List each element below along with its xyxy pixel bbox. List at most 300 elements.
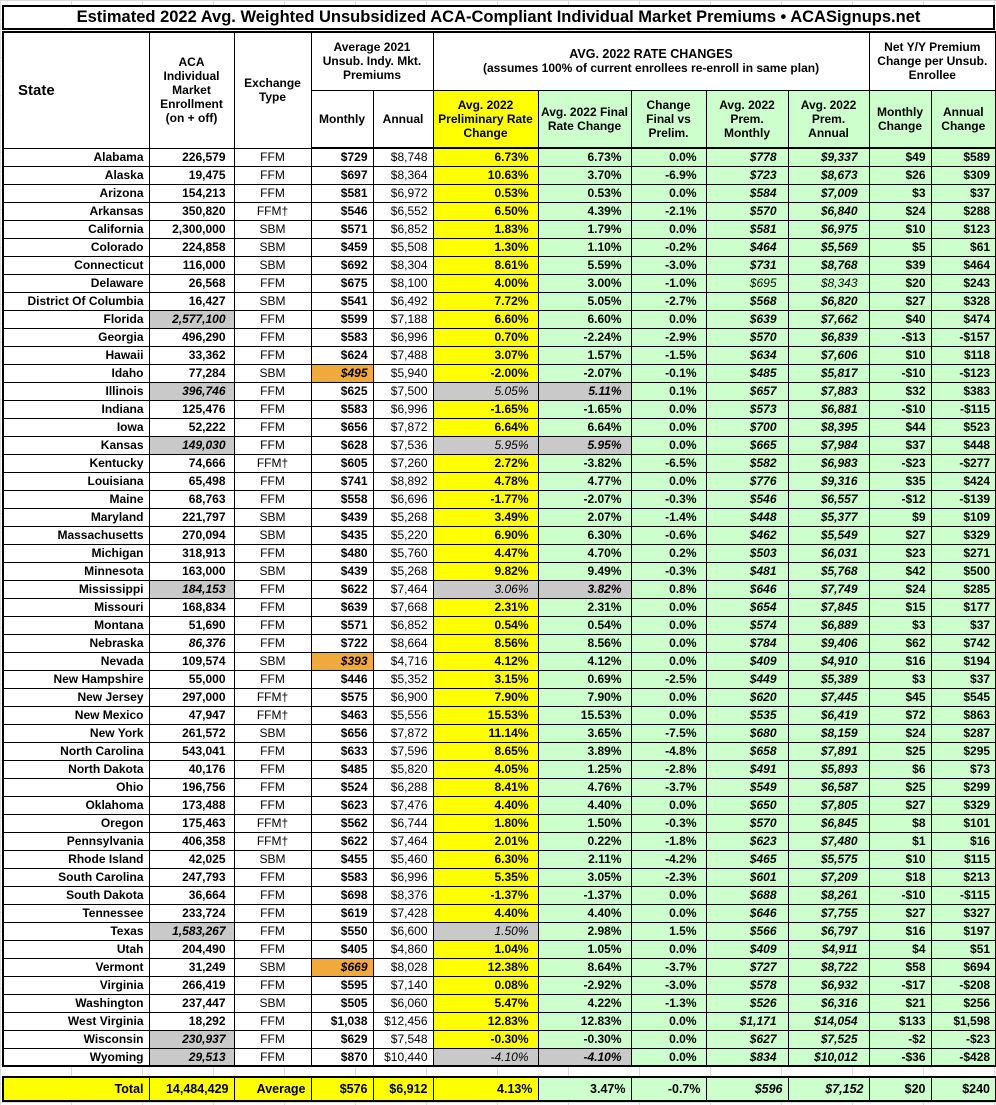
cell-enrollment[interactable]: 406,358 (149, 832, 234, 850)
cell-final[interactable]: 2.07% (538, 508, 631, 526)
cell-state[interactable]: Oklahoma (3, 796, 149, 814)
cell-prem_a[interactable]: $9,406 (788, 634, 869, 652)
cell-prem_m[interactable]: $546 (706, 490, 788, 508)
cell-state[interactable]: Missouri (3, 598, 149, 616)
cell-exchange[interactable]: SBM (234, 508, 311, 526)
cell-prem_m[interactable]: $449 (706, 670, 788, 688)
cell-chg_m[interactable]: -$17 (869, 976, 931, 994)
cell-exchange[interactable]: FFM (234, 1030, 311, 1048)
cell-exchange[interactable]: FFM (234, 382, 311, 400)
cell-prem_a[interactable]: $6,419 (788, 706, 869, 724)
cell-final[interactable]: -4.10% (538, 1048, 631, 1066)
cell-chg_m[interactable]: $24 (869, 580, 931, 598)
cell-a2021[interactable]: $7,596 (373, 742, 433, 760)
cell-a2021[interactable]: $6,852 (373, 616, 433, 634)
cell-prelim[interactable]: -1.65% (433, 400, 538, 418)
cell-chg_m[interactable]: $58 (869, 958, 931, 976)
cell-enrollment[interactable]: 26,568 (149, 274, 234, 292)
cell-prem_m[interactable]: $464 (706, 238, 788, 256)
cell-chg_a[interactable]: -$208 (931, 976, 996, 994)
cell-chg_m[interactable]: $6 (869, 760, 931, 778)
cell-enrollment[interactable]: 318,913 (149, 544, 234, 562)
total-average-label[interactable]: Average (234, 1077, 311, 1101)
cell-chg_m[interactable]: $40 (869, 310, 931, 328)
cell-prelim[interactable]: 6.50% (433, 202, 538, 220)
cell-exchange[interactable]: FFM (234, 490, 311, 508)
cell-m2021[interactable]: $599 (311, 310, 373, 328)
cell-exchange[interactable]: FFM (234, 904, 311, 922)
cell-m2021[interactable]: $870 (311, 1048, 373, 1066)
cell-chg_a[interactable]: $424 (931, 472, 996, 490)
cell-prelim[interactable]: -0.30% (433, 1030, 538, 1048)
cell-prem_m[interactable]: $503 (706, 544, 788, 562)
cell-enrollment[interactable]: 221,797 (149, 508, 234, 526)
cell-prem_a[interactable]: $7,009 (788, 184, 869, 202)
cell-prem_a[interactable]: $8,395 (788, 418, 869, 436)
cell-a2021[interactable]: $7,188 (373, 310, 433, 328)
cell-prem_m[interactable]: $723 (706, 166, 788, 184)
cell-prem_a[interactable]: $6,983 (788, 454, 869, 472)
cell-chg_a[interactable]: $109 (931, 508, 996, 526)
cell-chg_a[interactable]: -$23 (931, 1030, 996, 1048)
cell-state[interactable]: Ohio (3, 778, 149, 796)
cell-final[interactable]: -0.30% (538, 1030, 631, 1048)
cell-state[interactable]: South Dakota (3, 886, 149, 904)
cell-chg_m[interactable]: $16 (869, 922, 931, 940)
cell-prem_m[interactable]: $485 (706, 364, 788, 382)
cell-state[interactable]: Hawaii (3, 346, 149, 364)
cell-change[interactable]: 0.0% (631, 184, 706, 202)
cell-change[interactable]: -0.3% (631, 814, 706, 832)
cell-final[interactable]: 3.70% (538, 166, 631, 184)
cell-change[interactable]: 0.0% (631, 688, 706, 706)
cell-prem_a[interactable]: $7,445 (788, 688, 869, 706)
cell-prem_m[interactable]: $574 (706, 616, 788, 634)
cell-chg_m[interactable]: -$10 (869, 886, 931, 904)
cell-chg_m[interactable]: $4 (869, 940, 931, 958)
cell-enrollment[interactable]: 1,583,267 (149, 922, 234, 940)
cell-state[interactable]: Utah (3, 940, 149, 958)
cell-exchange[interactable]: FFM (234, 1048, 311, 1066)
cell-chg_a[interactable]: $329 (931, 796, 996, 814)
cell-state[interactable]: New Mexico (3, 706, 149, 724)
cell-chg_m[interactable]: -$10 (869, 400, 931, 418)
cell-chg_a[interactable]: $742 (931, 634, 996, 652)
cell-change[interactable]: -1.5% (631, 346, 706, 364)
cell-state[interactable]: New York (3, 724, 149, 742)
cell-prem_a[interactable]: $8,673 (788, 166, 869, 184)
cell-prem_m[interactable]: $731 (706, 256, 788, 274)
cell-enrollment[interactable]: 168,834 (149, 598, 234, 616)
cell-state[interactable]: North Dakota (3, 760, 149, 778)
total-monthly-change[interactable]: $20 (869, 1077, 931, 1101)
cell-exchange[interactable]: FFM (234, 598, 311, 616)
cell-change[interactable]: 0.0% (631, 1048, 706, 1066)
cell-final[interactable]: 6.64% (538, 418, 631, 436)
cell-chg_m[interactable]: $37 (869, 436, 931, 454)
cell-prem_a[interactable]: $6,932 (788, 976, 869, 994)
cell-enrollment[interactable]: 496,290 (149, 328, 234, 346)
cell-chg_m[interactable]: $20 (869, 274, 931, 292)
total-annual-change[interactable]: $240 (931, 1077, 996, 1101)
cell-prelim[interactable]: 2.72% (433, 454, 538, 472)
cell-prelim[interactable]: -1.77% (433, 490, 538, 508)
cell-state[interactable]: Minnesota (3, 562, 149, 580)
cell-change[interactable]: 0.0% (631, 1012, 706, 1030)
cell-a2021[interactable]: $7,260 (373, 454, 433, 472)
cell-change[interactable]: 0.0% (631, 400, 706, 418)
cell-change[interactable]: -1.4% (631, 508, 706, 526)
cell-prem_m[interactable]: $535 (706, 706, 788, 724)
cell-prem_a[interactable]: $6,587 (788, 778, 869, 796)
cell-final[interactable]: 4.22% (538, 994, 631, 1012)
cell-exchange[interactable]: FFM (234, 580, 311, 598)
cell-enrollment[interactable]: 233,724 (149, 904, 234, 922)
cell-change[interactable]: -0.6% (631, 526, 706, 544)
cell-enrollment[interactable]: 154,213 (149, 184, 234, 202)
cell-enrollment[interactable]: 2,577,100 (149, 310, 234, 328)
cell-chg_m[interactable]: $10 (869, 850, 931, 868)
cell-prelim[interactable]: 9.82% (433, 562, 538, 580)
cell-final[interactable]: 5.05% (538, 292, 631, 310)
cell-a2021[interactable]: $7,488 (373, 346, 433, 364)
cell-enrollment[interactable]: 184,153 (149, 580, 234, 598)
cell-prem_a[interactable]: $7,984 (788, 436, 869, 454)
cell-prem_m[interactable]: $784 (706, 634, 788, 652)
cell-prem_m[interactable]: $584 (706, 184, 788, 202)
cell-state[interactable]: Arizona (3, 184, 149, 202)
cell-chg_a[interactable]: $73 (931, 760, 996, 778)
cell-chg_m[interactable]: $27 (869, 292, 931, 310)
cell-a2021[interactable]: $8,748 (373, 148, 433, 166)
cell-change[interactable]: 0.0% (631, 904, 706, 922)
cell-prem_m[interactable]: $409 (706, 652, 788, 670)
cell-a2021[interactable]: $7,500 (373, 382, 433, 400)
cell-prem_a[interactable]: $6,031 (788, 544, 869, 562)
cell-prelim[interactable]: 3.49% (433, 508, 538, 526)
cell-enrollment[interactable]: 196,756 (149, 778, 234, 796)
cell-prem_m[interactable]: $601 (706, 868, 788, 886)
cell-chg_m[interactable]: $3 (869, 670, 931, 688)
cell-final[interactable]: 12.83% (538, 1012, 631, 1030)
cell-prelim[interactable]: 1.04% (433, 940, 538, 958)
cell-final[interactable]: -1.65% (538, 400, 631, 418)
cell-exchange[interactable]: FFM (234, 148, 311, 166)
cell-prem_m[interactable]: $570 (706, 328, 788, 346)
cell-final[interactable]: 1.50% (538, 814, 631, 832)
cell-exchange[interactable]: FFM (234, 976, 311, 994)
cell-chg_m[interactable]: $39 (869, 256, 931, 274)
cell-prem_a[interactable]: $5,768 (788, 562, 869, 580)
cell-state[interactable]: Wisconsin (3, 1030, 149, 1048)
cell-m2021[interactable]: $675 (311, 274, 373, 292)
cell-final[interactable]: 4.40% (538, 904, 631, 922)
cell-prem_a[interactable]: $6,881 (788, 400, 869, 418)
cell-state[interactable]: California (3, 220, 149, 238)
cell-enrollment[interactable]: 350,820 (149, 202, 234, 220)
cell-change[interactable]: 0.0% (631, 436, 706, 454)
cell-final[interactable]: -2.07% (538, 364, 631, 382)
cell-enrollment[interactable]: 116,000 (149, 256, 234, 274)
cell-prem_m[interactable]: $566 (706, 922, 788, 940)
cell-prelim[interactable]: 5.05% (433, 382, 538, 400)
cell-state[interactable]: Georgia (3, 328, 149, 346)
total-preliminary-rate-change[interactable]: 4.13% (433, 1077, 538, 1101)
cell-state[interactable]: Washington (3, 994, 149, 1012)
cell-state[interactable]: Virginia (3, 976, 149, 994)
cell-m2021[interactable]: $455 (311, 850, 373, 868)
cell-prelim[interactable]: 7.90% (433, 688, 538, 706)
cell-prem_a[interactable]: $7,891 (788, 742, 869, 760)
cell-prem_a[interactable]: $8,768 (788, 256, 869, 274)
cell-prem_a[interactable]: $6,845 (788, 814, 869, 832)
cell-prelim[interactable]: 5.35% (433, 868, 538, 886)
cell-prem_m[interactable]: $646 (706, 580, 788, 598)
cell-chg_m[interactable]: $21 (869, 994, 931, 1012)
cell-enrollment[interactable]: 247,793 (149, 868, 234, 886)
cell-state[interactable]: Maine (3, 490, 149, 508)
cell-chg_m[interactable]: $8 (869, 814, 931, 832)
cell-m2021[interactable]: $583 (311, 400, 373, 418)
cell-prelim[interactable]: 8.65% (433, 742, 538, 760)
cell-prem_m[interactable]: $634 (706, 346, 788, 364)
cell-prelim[interactable]: 2.31% (433, 598, 538, 616)
cell-chg_m[interactable]: $35 (869, 472, 931, 490)
cell-state[interactable]: Alabama (3, 148, 149, 166)
cell-m2021[interactable]: $595 (311, 976, 373, 994)
cell-chg_m[interactable]: $62 (869, 634, 931, 652)
cell-final[interactable]: 15.53% (538, 706, 631, 724)
cell-m2021[interactable]: $571 (311, 616, 373, 634)
cell-m2021[interactable]: $629 (311, 1030, 373, 1048)
cell-prelim[interactable]: 4.00% (433, 274, 538, 292)
cell-chg_m[interactable]: $15 (869, 598, 931, 616)
cell-prem_a[interactable]: $5,893 (788, 760, 869, 778)
cell-a2021[interactable]: $7,476 (373, 796, 433, 814)
cell-chg_a[interactable]: $61 (931, 238, 996, 256)
cell-final[interactable]: 2.31% (538, 598, 631, 616)
cell-exchange[interactable]: SBM (234, 724, 311, 742)
cell-chg_a[interactable]: $101 (931, 814, 996, 832)
cell-chg_a[interactable]: $115 (931, 850, 996, 868)
cell-final[interactable]: -3.82% (538, 454, 631, 472)
cell-final[interactable]: 1.25% (538, 760, 631, 778)
cell-change[interactable]: -2.3% (631, 868, 706, 886)
cell-prelim[interactable]: 1.50% (433, 922, 538, 940)
cell-prelim[interactable]: 10.63% (433, 166, 538, 184)
cell-exchange[interactable]: SBM (234, 850, 311, 868)
total-label[interactable]: Total (3, 1077, 149, 1101)
cell-exchange[interactable]: FFM (234, 940, 311, 958)
cell-change[interactable]: -1.0% (631, 274, 706, 292)
cell-m2021[interactable]: $439 (311, 508, 373, 526)
cell-m2021[interactable]: $446 (311, 670, 373, 688)
cell-a2021[interactable]: $6,060 (373, 994, 433, 1012)
cell-m2021[interactable]: $623 (311, 796, 373, 814)
cell-final[interactable]: 5.59% (538, 256, 631, 274)
cell-final[interactable]: 0.69% (538, 670, 631, 688)
cell-final[interactable]: 4.70% (538, 544, 631, 562)
cell-final[interactable]: 0.54% (538, 616, 631, 634)
cell-m2021[interactable]: $505 (311, 994, 373, 1012)
cell-change[interactable]: -2.9% (631, 328, 706, 346)
cell-final[interactable]: 6.30% (538, 526, 631, 544)
cell-prem_m[interactable]: $526 (706, 994, 788, 1012)
cell-prem_a[interactable]: $6,316 (788, 994, 869, 1012)
cell-prem_a[interactable]: $7,805 (788, 796, 869, 814)
cell-prem_a[interactable]: $5,817 (788, 364, 869, 382)
cell-m2021[interactable]: $480 (311, 544, 373, 562)
cell-prem_a[interactable]: $6,889 (788, 616, 869, 634)
cell-chg_m[interactable]: $42 (869, 562, 931, 580)
cell-change[interactable]: -4.8% (631, 742, 706, 760)
cell-prem_a[interactable]: $5,377 (788, 508, 869, 526)
cell-final[interactable]: 4.77% (538, 472, 631, 490)
cell-exchange[interactable]: SBM (234, 958, 311, 976)
cell-prelim[interactable]: 0.70% (433, 328, 538, 346)
cell-prem_m[interactable]: $654 (706, 598, 788, 616)
cell-m2021[interactable]: $605 (311, 454, 373, 472)
cell-state[interactable]: Indiana (3, 400, 149, 418)
cell-state[interactable]: Montana (3, 616, 149, 634)
cell-chg_m[interactable]: $24 (869, 724, 931, 742)
cell-chg_m[interactable]: -$36 (869, 1048, 931, 1066)
cell-chg_a[interactable]: $271 (931, 544, 996, 562)
cell-chg_m[interactable]: $27 (869, 526, 931, 544)
cell-prem_a[interactable]: $7,749 (788, 580, 869, 598)
cell-chg_m[interactable]: $133 (869, 1012, 931, 1030)
cell-a2021[interactable]: $10,440 (373, 1048, 433, 1066)
cell-chg_m[interactable]: $5 (869, 238, 931, 256)
cell-prem_m[interactable]: $646 (706, 904, 788, 922)
cell-final[interactable]: 6.60% (538, 310, 631, 328)
cell-exchange[interactable]: FFM (234, 274, 311, 292)
cell-final[interactable]: -2.07% (538, 490, 631, 508)
cell-change[interactable]: 1.5% (631, 922, 706, 940)
cell-m2021[interactable]: $550 (311, 922, 373, 940)
cell-final[interactable]: 1.10% (538, 238, 631, 256)
cell-enrollment[interactable]: 237,447 (149, 994, 234, 1012)
cell-change[interactable]: -3.0% (631, 256, 706, 274)
cell-chg_a[interactable]: $299 (931, 778, 996, 796)
cell-change[interactable]: 0.0% (631, 796, 706, 814)
cell-chg_a[interactable]: -$115 (931, 886, 996, 904)
cell-change[interactable]: -6.9% (631, 166, 706, 184)
cell-prelim[interactable]: 8.41% (433, 778, 538, 796)
cell-enrollment[interactable]: 29,513 (149, 1048, 234, 1066)
cell-prelim[interactable]: 4.78% (433, 472, 538, 490)
cell-final[interactable]: 0.22% (538, 832, 631, 850)
cell-final[interactable]: 1.57% (538, 346, 631, 364)
cell-change[interactable]: -1.3% (631, 994, 706, 1012)
cell-final[interactable]: 2.98% (538, 922, 631, 940)
cell-chg_a[interactable]: $474 (931, 310, 996, 328)
cell-prelim[interactable]: 4.05% (433, 760, 538, 778)
cell-a2021[interactable]: $6,552 (373, 202, 433, 220)
cell-chg_m[interactable]: $27 (869, 904, 931, 922)
cell-chg_a[interactable]: $177 (931, 598, 996, 616)
cell-prelim[interactable]: 3.07% (433, 346, 538, 364)
cell-prem_a[interactable]: $9,337 (788, 148, 869, 166)
cell-state[interactable]: Colorado (3, 238, 149, 256)
cell-exchange[interactable]: SBM (234, 994, 311, 1012)
cell-a2021[interactable]: $7,872 (373, 418, 433, 436)
cell-state[interactable]: Connecticut (3, 256, 149, 274)
cell-prelim[interactable]: 12.38% (433, 958, 538, 976)
cell-a2021[interactable]: $7,464 (373, 832, 433, 850)
cell-enrollment[interactable]: 65,498 (149, 472, 234, 490)
cell-change[interactable]: 0.0% (631, 472, 706, 490)
cell-chg_a[interactable]: $123 (931, 220, 996, 238)
cell-final[interactable]: 2.11% (538, 850, 631, 868)
cell-a2021[interactable]: $5,220 (373, 526, 433, 544)
cell-enrollment[interactable]: 204,490 (149, 940, 234, 958)
cell-exchange[interactable]: FFM (234, 184, 311, 202)
cell-enrollment[interactable]: 18,292 (149, 1012, 234, 1030)
cell-chg_a[interactable]: $523 (931, 418, 996, 436)
cell-final[interactable]: 3.05% (538, 868, 631, 886)
cell-a2021[interactable]: $4,860 (373, 940, 433, 958)
cell-prem_a[interactable]: $4,911 (788, 940, 869, 958)
cell-chg_m[interactable]: $10 (869, 220, 931, 238)
cell-exchange[interactable]: FFM (234, 310, 311, 328)
cell-exchange[interactable]: FFM (234, 778, 311, 796)
cell-final[interactable]: 9.49% (538, 562, 631, 580)
cell-a2021[interactable]: $7,428 (373, 904, 433, 922)
cell-change[interactable]: -0.3% (631, 562, 706, 580)
cell-change[interactable]: -3.7% (631, 778, 706, 796)
cell-a2021[interactable]: $6,996 (373, 328, 433, 346)
cell-chg_m[interactable]: $72 (869, 706, 931, 724)
cell-change[interactable]: 0.0% (631, 1030, 706, 1048)
cell-prem_m[interactable]: $627 (706, 1030, 788, 1048)
cell-exchange[interactable]: FFM (234, 886, 311, 904)
cell-prelim[interactable]: 0.53% (433, 184, 538, 202)
cell-chg_a[interactable]: $288 (931, 202, 996, 220)
cell-prelim[interactable]: -2.00% (433, 364, 538, 382)
cell-exchange[interactable]: FFM (234, 1012, 311, 1030)
cell-prem_m[interactable]: $778 (706, 148, 788, 166)
cell-chg_a[interactable]: $295 (931, 742, 996, 760)
cell-a2021[interactable]: $7,464 (373, 580, 433, 598)
cell-state[interactable]: Maryland (3, 508, 149, 526)
cell-change[interactable]: 0.0% (631, 940, 706, 958)
cell-prem_m[interactable]: $570 (706, 814, 788, 832)
cell-prem_m[interactable]: $623 (706, 832, 788, 850)
cell-final[interactable]: 1.05% (538, 940, 631, 958)
cell-final[interactable]: -2.24% (538, 328, 631, 346)
cell-prelim[interactable]: 7.72% (433, 292, 538, 310)
cell-final[interactable]: 8.56% (538, 634, 631, 652)
cell-prem_a[interactable]: $6,840 (788, 202, 869, 220)
cell-a2021[interactable]: $5,820 (373, 760, 433, 778)
total-monthly-2021[interactable]: $576 (311, 1077, 373, 1101)
cell-change[interactable]: -0.2% (631, 238, 706, 256)
cell-m2021[interactable]: $639 (311, 598, 373, 616)
cell-state[interactable]: Vermont (3, 958, 149, 976)
cell-change[interactable]: -7.5% (631, 724, 706, 742)
cell-m2021[interactable]: $485 (311, 760, 373, 778)
cell-prem_a[interactable]: $7,845 (788, 598, 869, 616)
cell-exchange[interactable]: FFM (234, 166, 311, 184)
cell-chg_a[interactable]: -$115 (931, 400, 996, 418)
cell-chg_m[interactable]: -$10 (869, 364, 931, 382)
cell-enrollment[interactable]: 77,284 (149, 364, 234, 382)
cell-a2021[interactable]: $5,940 (373, 364, 433, 382)
cell-m2021[interactable]: $575 (311, 688, 373, 706)
cell-a2021[interactable]: $7,668 (373, 598, 433, 616)
cell-chg_a[interactable]: $329 (931, 526, 996, 544)
